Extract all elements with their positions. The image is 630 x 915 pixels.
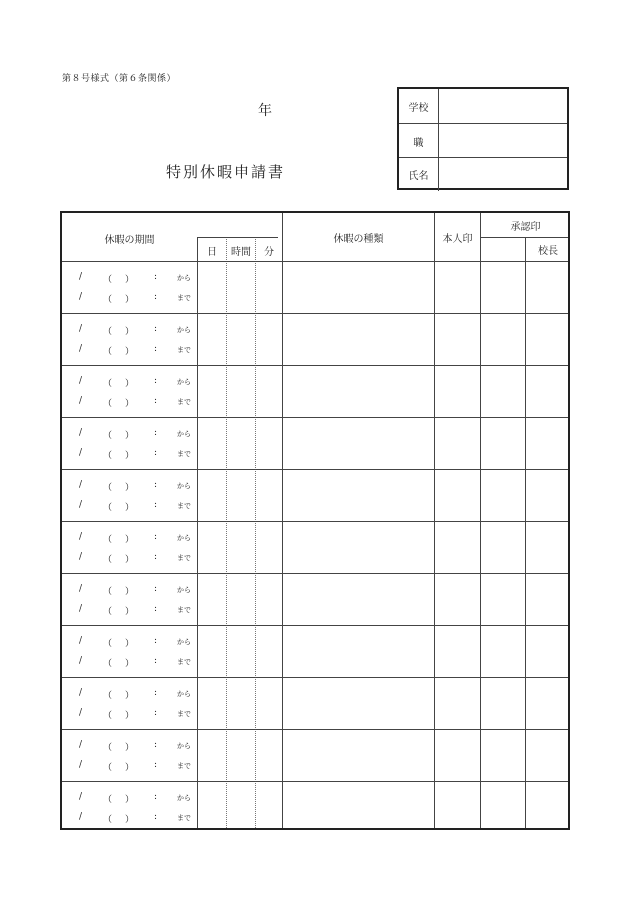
applicant-info-box bbox=[397, 87, 569, 190]
info-row-school bbox=[399, 89, 567, 123]
page-title: 特別休暇申請書 bbox=[166, 163, 286, 181]
time-colon: : bbox=[154, 292, 158, 302]
weekday-close-paren: ） bbox=[125, 327, 135, 337]
time-colon: : bbox=[154, 552, 158, 562]
date-slash: / bbox=[79, 812, 83, 822]
date-slash: / bbox=[79, 344, 83, 354]
date-slash: / bbox=[79, 324, 83, 334]
weekday-open-paren: （ bbox=[103, 483, 113, 493]
date-slash: / bbox=[79, 740, 83, 750]
date-slash: / bbox=[79, 792, 83, 802]
time-colon: : bbox=[154, 532, 158, 542]
date-slash: / bbox=[79, 708, 83, 718]
info-row-position bbox=[399, 123, 567, 158]
table-row bbox=[62, 573, 568, 625]
weekday-close-paren: ） bbox=[125, 743, 135, 753]
weekday-open-paren: （ bbox=[103, 639, 113, 649]
weekday-open-paren: （ bbox=[103, 275, 113, 285]
weekday-close-paren: ） bbox=[125, 535, 135, 545]
table-row bbox=[62, 625, 568, 677]
weekday-close-paren: ） bbox=[125, 711, 135, 721]
table-row bbox=[62, 729, 568, 781]
header-approval-seal: 承認印 bbox=[510, 221, 541, 233]
weekday-open-paren: （ bbox=[103, 795, 113, 805]
until-label: まで bbox=[177, 294, 191, 302]
from-label: から bbox=[177, 482, 191, 490]
date-slash: / bbox=[79, 428, 83, 438]
time-colon: : bbox=[154, 448, 158, 458]
until-label: まで bbox=[177, 606, 191, 614]
date-slash: / bbox=[79, 532, 83, 542]
date-slash: / bbox=[79, 656, 83, 666]
weekday-close-paren: ） bbox=[125, 795, 135, 805]
date-slash: / bbox=[79, 448, 83, 458]
date-slash: / bbox=[79, 396, 83, 406]
weekday-open-paren: （ bbox=[103, 451, 113, 461]
date-slash: / bbox=[79, 604, 83, 614]
time-colon: : bbox=[154, 500, 158, 510]
info-label-name: 氏名 bbox=[399, 158, 439, 191]
weekday-close-paren: ） bbox=[125, 587, 135, 597]
weekday-close-paren: ） bbox=[125, 763, 135, 773]
header-subline-approval bbox=[480, 237, 568, 238]
header-subline-period bbox=[197, 237, 278, 238]
time-colon: : bbox=[154, 344, 158, 354]
until-label: まで bbox=[177, 398, 191, 406]
until-label: まで bbox=[177, 658, 191, 666]
header-leave-type: 休暇の種類 bbox=[333, 233, 384, 245]
weekday-open-paren: （ bbox=[103, 535, 113, 545]
info-row-name bbox=[399, 157, 567, 191]
name-field[interactable] bbox=[439, 158, 567, 191]
header-self-seal: 本人印 bbox=[442, 233, 473, 245]
date-slash: / bbox=[79, 552, 83, 562]
from-label: から bbox=[177, 274, 191, 282]
table-row bbox=[62, 677, 568, 729]
until-label: まで bbox=[177, 814, 191, 822]
header-hours: 時間 bbox=[231, 246, 251, 258]
time-colon: : bbox=[154, 708, 158, 718]
weekday-close-paren: ） bbox=[125, 555, 135, 565]
from-label: から bbox=[177, 742, 191, 750]
time-colon: : bbox=[154, 636, 158, 646]
form-number: 第８号様式（第６条関係） bbox=[62, 74, 177, 84]
weekday-close-paren: ） bbox=[125, 275, 135, 285]
until-label: まで bbox=[177, 762, 191, 770]
weekday-open-paren: （ bbox=[103, 295, 113, 305]
weekday-open-paren: （ bbox=[103, 763, 113, 773]
weekday-close-paren: ） bbox=[125, 815, 135, 825]
table-row bbox=[62, 469, 568, 521]
table-row bbox=[62, 365, 568, 417]
weekday-open-paren: （ bbox=[103, 659, 113, 669]
weekday-open-paren: （ bbox=[103, 691, 113, 701]
from-label: から bbox=[177, 638, 191, 646]
until-label: まで bbox=[177, 554, 191, 562]
table-row bbox=[62, 417, 568, 469]
time-colon: : bbox=[154, 812, 158, 822]
from-label: から bbox=[177, 378, 191, 386]
until-label: まで bbox=[177, 346, 191, 354]
weekday-open-paren: （ bbox=[103, 815, 113, 825]
time-colon: : bbox=[154, 688, 158, 698]
time-colon: : bbox=[154, 760, 158, 770]
from-label: から bbox=[177, 430, 191, 438]
time-colon: : bbox=[154, 740, 158, 750]
time-colon: : bbox=[154, 324, 158, 334]
weekday-close-paren: ） bbox=[125, 379, 135, 389]
from-label: から bbox=[177, 794, 191, 802]
time-colon: : bbox=[154, 396, 158, 406]
weekday-open-paren: （ bbox=[103, 327, 113, 337]
date-slash: / bbox=[79, 500, 83, 510]
table-row bbox=[62, 781, 568, 833]
from-label: から bbox=[177, 690, 191, 698]
weekday-close-paren: ） bbox=[125, 607, 135, 617]
weekday-open-paren: （ bbox=[103, 743, 113, 753]
table-row bbox=[62, 521, 568, 573]
until-label: まで bbox=[177, 450, 191, 458]
weekday-open-paren: （ bbox=[103, 399, 113, 409]
time-colon: : bbox=[154, 604, 158, 614]
header-day: 日 bbox=[207, 246, 217, 258]
year-label: 年 bbox=[258, 103, 272, 119]
from-label: から bbox=[177, 326, 191, 334]
date-slash: / bbox=[79, 688, 83, 698]
weekday-open-paren: （ bbox=[103, 587, 113, 597]
weekday-open-paren: （ bbox=[103, 431, 113, 441]
date-slash: / bbox=[79, 480, 83, 490]
date-slash: / bbox=[79, 584, 83, 594]
header-principal: 校長 bbox=[538, 246, 558, 257]
time-colon: : bbox=[154, 428, 158, 438]
time-colon: : bbox=[154, 480, 158, 490]
weekday-close-paren: ） bbox=[125, 431, 135, 441]
date-slash: / bbox=[79, 272, 83, 282]
until-label: まで bbox=[177, 502, 191, 510]
weekday-close-paren: ） bbox=[125, 691, 135, 701]
weekday-close-paren: ） bbox=[125, 639, 135, 649]
from-label: から bbox=[177, 534, 191, 542]
date-slash: / bbox=[79, 376, 83, 386]
position-field[interactable] bbox=[439, 124, 567, 158]
weekday-open-paren: （ bbox=[103, 555, 113, 565]
weekday-open-paren: （ bbox=[103, 711, 113, 721]
weekday-close-paren: ） bbox=[125, 451, 135, 461]
date-slash: / bbox=[79, 636, 83, 646]
weekday-close-paren: ） bbox=[125, 295, 135, 305]
date-slash: / bbox=[79, 760, 83, 770]
header-minutes: 分 bbox=[264, 246, 274, 258]
from-label: から bbox=[177, 586, 191, 594]
header-period: 休暇の期間 bbox=[104, 234, 155, 246]
info-label-position: 職 bbox=[399, 124, 439, 158]
weekday-close-paren: ） bbox=[125, 503, 135, 513]
time-colon: : bbox=[154, 272, 158, 282]
date-slash: / bbox=[79, 292, 83, 302]
time-colon: : bbox=[154, 792, 158, 802]
weekday-close-paren: ） bbox=[125, 483, 135, 493]
weekday-close-paren: ） bbox=[125, 399, 135, 409]
weekday-open-paren: （ bbox=[103, 503, 113, 513]
time-colon: : bbox=[154, 656, 158, 666]
leave-table bbox=[60, 211, 570, 830]
time-colon: : bbox=[154, 584, 158, 594]
info-label-school: 学校 bbox=[399, 89, 439, 123]
weekday-open-paren: （ bbox=[103, 379, 113, 389]
table-row bbox=[62, 313, 568, 365]
until-label: まで bbox=[177, 710, 191, 718]
weekday-open-paren: （ bbox=[103, 347, 113, 357]
time-colon: : bbox=[154, 376, 158, 386]
weekday-open-paren: （ bbox=[103, 607, 113, 617]
weekday-close-paren: ） bbox=[125, 659, 135, 669]
school-field[interactable] bbox=[439, 89, 567, 123]
weekday-close-paren: ） bbox=[125, 347, 135, 357]
table-row bbox=[62, 261, 568, 313]
